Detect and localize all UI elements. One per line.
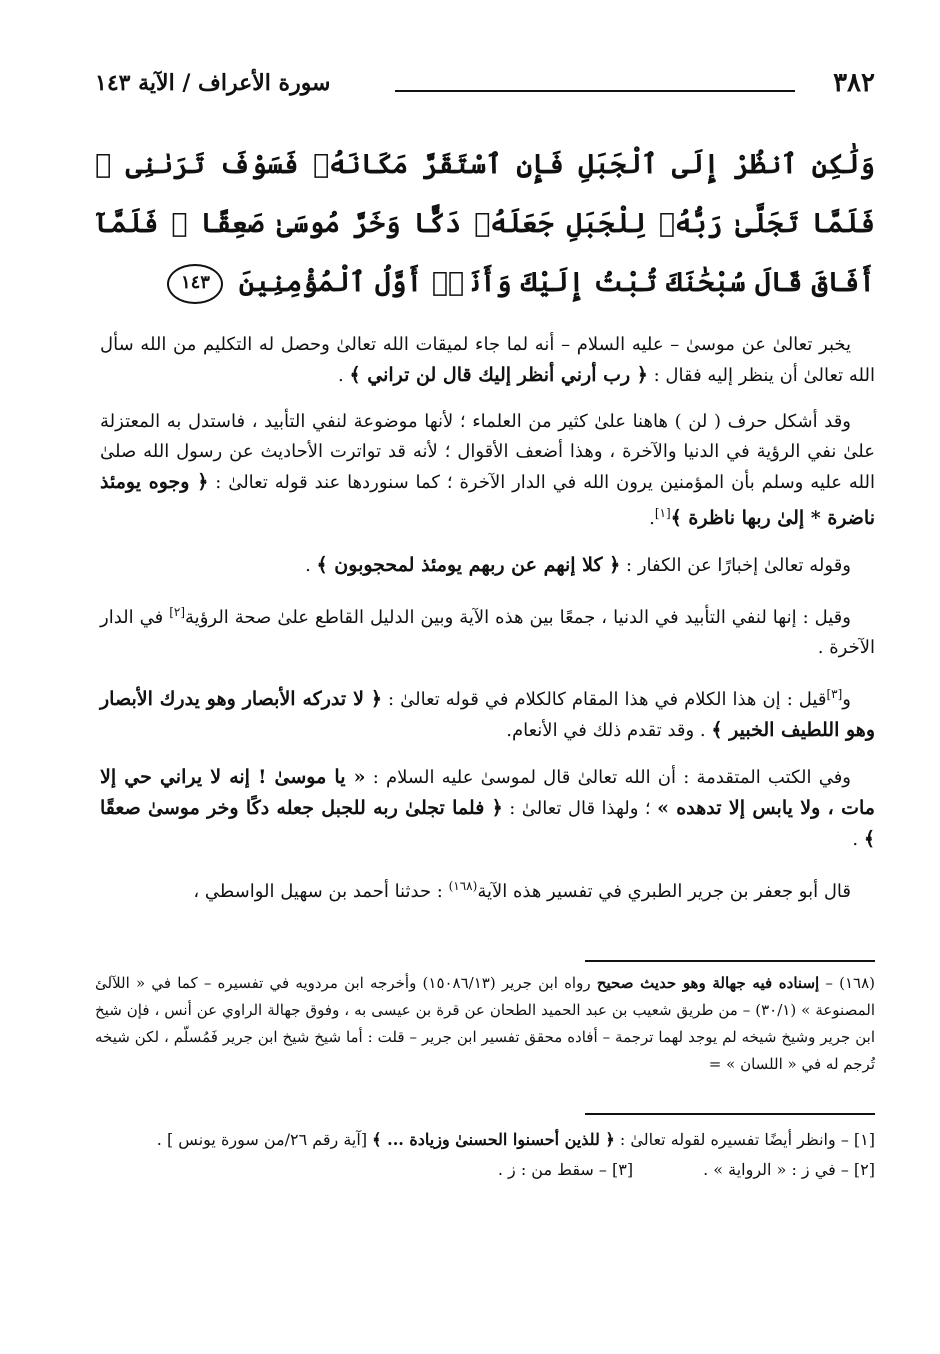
editor-footnote-1	[95, 1125, 875, 1155]
editor-footnote-2	[703, 1155, 875, 1185]
paragraph-1-quote: ﴿ رب أرني أنظر إليك قال لن تراني ﴾	[349, 364, 648, 386]
editor-footnote-1-rest: [آية رقم ٢٦/من سورة يونس ] .	[156, 1130, 368, 1149]
footnote-168	[95, 970, 875, 1078]
footnote-ref-2[interactable]: [٢]	[169, 605, 186, 619]
commentary-body	[100, 330, 875, 923]
paragraph-3	[100, 550, 875, 581]
paragraph-1	[100, 330, 875, 391]
quran-verse	[95, 135, 875, 312]
paragraph-5-end: . وقد تقدم ذلك في الأنعام.	[506, 720, 706, 741]
paragraph-1-end: .	[338, 365, 344, 386]
footnote-168-grading: إسناده فيه جهالة وهو حديث صحيح	[596, 974, 820, 992]
paragraph-2-quote: ﴿ وجوه يومئذ ناضرة * إلىٰ ربها ناظرة ﴾	[100, 471, 875, 529]
paragraph-4-text: وقيل : إنها لنفي التأبيد في الدنيا ، جمعًا بين هذه الآية وبين الدليل القاطع علىٰ صحة الرؤية	[185, 607, 851, 628]
editor-footnote-1-text: وانظر أيضًا تفسيره لقوله تعالىٰ :	[619, 1130, 836, 1149]
paragraph-6-end: .	[852, 829, 859, 850]
verse-text: وَلَٰكِنِ ٱنظُرْ إِلَى ٱلْجَبَلِ فَإِنِ ٱسْتَقَرَّ مَكَانَهُۥ فَسَوْفَ تَرَىٰنِى ۚ فَلَمَّا تَجَلَّىٰ رَبُّهُۥ لِلْجَبَلِ جَعَلَهُۥ دَكًّا وَخَرَّ مُوسَىٰ صَعِقًا ۚ فَلَمَّآ أَفَاقَ قَالَ سُبْحَٰنَكَ تُبْتُ إِلَيْكَ وَأَنَا۠ أَوَّلُ ٱلْمُؤْمِنِينَ	[95, 149, 875, 298]
footnote-ref-168[interactable]: (١٦٨)	[448, 879, 478, 893]
paragraph-7-text: قال أبو جعفر بن جرير الطبري في تفسير هذه الآية	[477, 881, 851, 902]
paragraph-6	[100, 762, 875, 855]
paragraph-6-text: وفي الكتب المتقدمة : أن الله تعالىٰ قال لموسىٰ عليه السلام :	[372, 767, 851, 788]
paragraph-7	[100, 871, 875, 907]
ayah-number-marker: ١٤٣	[167, 264, 223, 304]
paragraph-6-quote-2: ﴿ فلما تجلىٰ ربه للجبل جعله دكًا وخر موسىٰ صعقًا ﴾	[100, 797, 875, 850]
paragraph-2	[100, 407, 875, 534]
footnotes-main	[95, 970, 875, 1078]
paragraph-3-text: وقوله تعالىٰ إخبارًا عن الكفار :	[626, 555, 851, 576]
editor-footnote-1-number: [١] –	[840, 1130, 875, 1149]
paragraph-5	[100, 679, 875, 746]
editor-footnote-2-text: في ز : « الرواية » .	[703, 1160, 836, 1179]
editor-footnote-3-number: [٣] –	[598, 1160, 634, 1179]
page-header	[95, 68, 875, 108]
paragraph-2-text: وقد أشكل حرف ( لن ) هاهنا علىٰ كثير من العلماء ؛ لأنها موضوعة لنفي التأبيد ، فاستدل به المعتزلة علىٰ نفي الرؤية في الدنيا والآخرة ، وهذا أضعف الأقوال ؛ لأنه قد تواترت الأحاديث عن رسول الله صلىٰ الله عليه وسلم بأن المؤمنين يرون الله في الدار الآخرة ؛ كما سنوردها عند قوله تعالىٰ :	[100, 411, 875, 493]
paragraph-5-start: و	[842, 689, 851, 710]
paragraph-2-end: .	[649, 508, 655, 529]
editor-footnotes-row	[95, 1155, 875, 1185]
footnotes-editor	[95, 1125, 875, 1185]
footnote-168-text: رواه ابن جرير (١٥٠٨٦/١٣) وأخرجه ابن مردويه في تفسيره – كما في « اللآلئ المصنوعة » (٣٠/١) – من طريق شعيب بن عبد الحميد الطحان عن قرة بن عيسى به ، وفوق جهالة الراوي عن أنس ، فإن شيخ ابن جرير وشيخ شيخه لم يوجد لهما ترجمة – أفاده محقق تفسير ابن جرير – قلت : أما شيخ شيخ ابن جرير فَمُسلّم ، لكن شيخه تُرجم له في « اللسان » =	[95, 974, 875, 1073]
paragraph-4	[100, 597, 875, 663]
paragraph-6-quote-1: « يا موسىٰ ! إنه لا يراني حي إلا مات ، ولا يابس إلا تدهده »	[100, 766, 875, 819]
paragraph-3-end: .	[305, 555, 311, 576]
footnote-ref-1[interactable]: [١]	[654, 506, 671, 520]
paragraph-7-end: : حدثنا أحمد بن سهيل الواسطي ،	[193, 881, 443, 902]
page-number: ٣٨٢	[833, 68, 875, 98]
editor-footnote-3	[498, 1155, 633, 1185]
paragraph-1-text: يخبر تعالىٰ عن موسىٰ – عليه السلام – أنه لما جاء لميقات الله تعالىٰ وحصل له التكليم من الله سأل الله تعالىٰ أن ينظر إليه فقال :	[100, 334, 875, 386]
footnote-rule-editor	[585, 1113, 875, 1115]
paragraph-4-end: في الدار الآخرة .	[100, 607, 875, 658]
editor-footnote-1-quote: ﴿ للذين أحسنوا الحسنىٰ وزيادة ... ﴾	[372, 1130, 615, 1149]
editor-footnote-3-text: سقط من : ز .	[497, 1160, 594, 1179]
paragraph-5-text: قيل : إن هذا الكلام في هذا المقام كالكلام في قوله تعالىٰ :	[388, 689, 827, 710]
header-rule	[395, 90, 795, 92]
paragraph-6-mid: ؛ ولهذا قال تعالىٰ :	[509, 798, 651, 819]
footnote-rule-main	[585, 960, 875, 962]
footnote-ref-3[interactable]: [٣]	[826, 687, 843, 701]
surah-title: سورة الأعراف / الآية ١٤٣	[95, 70, 331, 96]
footnote-168-number: (١٦٨) –	[825, 974, 875, 992]
paragraph-3-quote: ﴿ كلا إنهم عن ربهم يومئذ لمحجوبون ﴾	[316, 554, 621, 576]
editor-footnote-2-number: [٢] –	[840, 1160, 875, 1179]
paragraph-5-quote: ﴿ لا تدركه الأبصار وهو يدرك الأبصار وهو اللطيف الخبير ﴾	[100, 688, 875, 741]
